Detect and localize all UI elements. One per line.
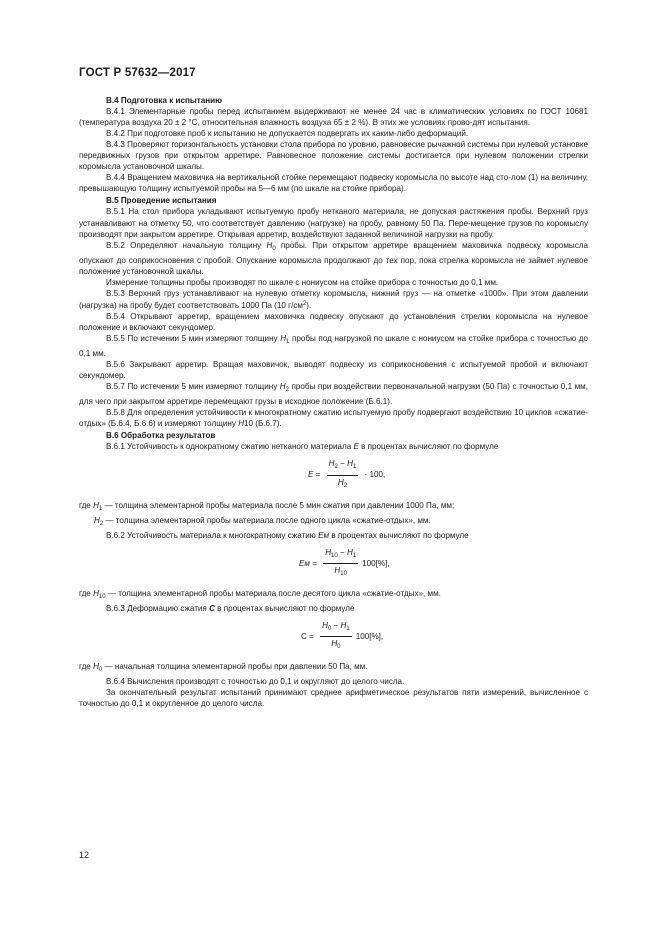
- f2-num-b: H: [346, 547, 353, 557]
- where2-text: — толщина элементарной пробы материала после одного цикла «сжатие-отдых», мм.: [103, 515, 431, 525]
- where1-sub: 1: [98, 505, 103, 512]
- f1-num-op: −: [337, 459, 348, 469]
- b58-var: H: [238, 419, 245, 429]
- formula-em-numerator: [323, 547, 358, 564]
- b55-text-a: В.5.5 По истечении 5 мин измеряют толщину: [106, 333, 281, 343]
- formula-c-denominator: [331, 637, 340, 653]
- paragraph-b57: [79, 381, 588, 407]
- f3-den: H: [331, 638, 338, 648]
- where4-text: — начальная толщина элементарной пробы при давлении 50 Па, мм.: [102, 661, 368, 671]
- f1-den: H: [337, 477, 344, 487]
- b63-var: С: [209, 603, 215, 613]
- formula-em-tail: 100[%],: [362, 558, 390, 568]
- formula-c-tail: 100[%],: [355, 631, 384, 641]
- formula-e-eq: =: [313, 470, 323, 480]
- b63-text-a: В.6.3 Деформацию сжатия: [106, 603, 210, 613]
- where1-var: H: [93, 500, 99, 510]
- f2-den-sub: 10: [340, 570, 347, 577]
- b58-text-b: 10 (Б.6.7).: [244, 419, 282, 429]
- paragraph-b63: [79, 603, 588, 614]
- paragraph-b52: [79, 240, 588, 277]
- b57-text-b: пробы при воздействии первоначальной нагрузки (50 Па) с точностью 0,1 мм, для чего при закрытом арретире перемещают грузы в исходное положение (Б.6.1).: [79, 382, 588, 407]
- formula-e-lhs: E: [308, 470, 314, 480]
- b58-text-a: В.5.8 Для определения устойчивости к многократному сжатию испытуемую пробу подвергают воздействию 10 циклов «сжатие-отдых» (Б.6.4, Б.6.6) и измеряют толщину: [79, 408, 588, 429]
- b55-sub: 1: [286, 338, 290, 345]
- where4-var: H: [93, 661, 99, 671]
- where-h2: [79, 515, 588, 530]
- where3-sub: 10: [98, 593, 106, 600]
- b57-sub: 2: [285, 387, 289, 394]
- paragraph-b41: В.4.1 Элементарные пробы перед испытанием выдерживают не менее 24 час в климатических условиях по ГОСТ 10681 (температура воздуха 20 ± 2 °С, относительная влажность воздуха 65 ± 2 %). В этих же условиях прово-дят испытания.: [79, 107, 588, 128]
- b57-text-a: В.5.7 По истечении 5 мин измеряют толщину: [106, 382, 280, 392]
- formula-e-numerator: [327, 458, 359, 475]
- formula-em-denominator: [334, 564, 347, 580]
- b52-var: H: [266, 240, 273, 250]
- paragraph-final: За окончательный результат испытаний принимают среднее арифметическое результатов пяти измерений, вычисленное с точностью до 0,1 и округленное до целого числа.: [79, 688, 588, 709]
- paragraph-b42: В.4.2 При подготовке проб к испытанию не допускается подвергать их каким-либо деформаций.: [106, 129, 469, 139]
- f2-num-a: H: [325, 547, 332, 557]
- paragraph-b44: В.4.4 Вращением маховичка на вертикальной стойке перемещают подвеску коромысла по высоте над сто-лом (1) на величину, превышающую толщину испытуемой пробы на 5—6 мм (по шкале на стойке прибора).: [79, 173, 588, 194]
- f3-num-a: H: [322, 620, 328, 630]
- paragraph-b55: [79, 333, 588, 359]
- paragraph-b56: В.5.6 Закрывают арретир. Вращая маховичок, выводят подвеску из соприкосновения с испытуемой пробой и включают секундомер.: [79, 360, 588, 381]
- f3-den-sub: 0: [337, 643, 341, 650]
- b61-var: E: [353, 442, 359, 452]
- b52-text-a: В.5.2 Определяют начальную толщину: [106, 240, 267, 250]
- f2-num-a-sub: 10: [331, 552, 338, 559]
- paragraph-b52-measure: Измерение толщины пробы производят по шкале с нониусом на стойке прибора с точностью до 0,1 мм.: [106, 277, 499, 287]
- section-b5-title: В.5 Проведение испытания: [106, 196, 217, 206]
- section-b6-title: В.6 Обработка результатов: [106, 431, 216, 441]
- page-number: 12: [79, 850, 90, 860]
- paragraph-b43: В.4.3 Проверяют горизонтальность установки стола прибора по уровню, равновесие рычажной системы при нулевой установке передвижных грузов при открытом арретире. Равновесное положение системы достигается при нулевом положении стрелки коромысла установочной шкалы.: [79, 140, 588, 172]
- b52-text-b: пробы. При открытом арретире вращением маховичка подвеску коромысла опускают до соприкосновения с пробой. Опускание коромысла продолжают до тех пор, пока стрелка коромысла не займет нулевое положение установочной шкалы.: [79, 240, 589, 276]
- b53-text-a: В.5.3 Верхний груз устанавливают на нулевую отметку коромысла, нижний груз — на отметке «1000». При этом давлении (нагрузка) на пробу будет соответствовать 1000 Па (10 г/см: [79, 288, 588, 310]
- where4-sub: 0: [98, 666, 103, 673]
- f1-den-sub: 2: [343, 482, 348, 489]
- formula-e-fraction: [327, 458, 359, 491]
- b63-text-b: в процентах вычисляют по формуле: [214, 603, 355, 613]
- formula-em: [299, 547, 588, 580]
- b55-var: H: [280, 333, 287, 343]
- formula-em-lhs: Ем: [299, 558, 310, 568]
- b53-sup: 2: [302, 300, 307, 307]
- where2-var: H: [94, 515, 100, 525]
- where4-prefix: где: [79, 661, 94, 671]
- formula-e: [308, 458, 588, 491]
- f1-num-a: H: [328, 459, 335, 469]
- formula-c-numerator: [320, 620, 352, 637]
- where3-text: — толщина элементарной пробы материала после десятого цикла «сжатие-отдых», мм.: [105, 588, 441, 598]
- f1-num-a-sub: 2: [334, 464, 338, 471]
- b62-var: Ем: [318, 530, 330, 540]
- paragraph-b61: [79, 441, 588, 452]
- b62-text-a: В.6.2 Устойчивость материала к многократному сжатию: [106, 530, 319, 540]
- b52-sub: 0: [272, 245, 276, 252]
- where-h10: [79, 588, 588, 603]
- where1-prefix: где: [79, 500, 94, 510]
- f3-num-b-sub: 1: [346, 625, 350, 632]
- f2-den: H: [334, 565, 341, 575]
- f3-num-op: −: [331, 620, 341, 630]
- f1-num-b-sub: 1: [352, 464, 357, 471]
- b55-text-b: пробы под нагрузкой по шкале с нониусом на стойке прибора с точностью до 0,1 мм.: [79, 333, 588, 359]
- f1-num-b: H: [347, 459, 353, 469]
- where3-prefix: где: [79, 588, 94, 598]
- paragraph-b62: [79, 530, 588, 541]
- formula-c-lhs: С: [301, 631, 307, 641]
- where2-sub: 2: [99, 520, 104, 527]
- where-h1: [79, 500, 588, 515]
- b61-text-b: в процентах вычисляют по формуле: [358, 442, 499, 452]
- b62-text-b: в процентах вычисляют по формуле: [329, 530, 469, 540]
- f2-num-op: −: [337, 547, 347, 557]
- paragraph-b53: [79, 288, 588, 311]
- b61-text-a: В.6.1 Устойчивость к однократному сжатию нетканого материала: [106, 442, 354, 452]
- document-body: [79, 94, 588, 709]
- formula-c-eq: =: [306, 631, 317, 641]
- formula-em-eq: =: [309, 558, 320, 568]
- where1-text: — толщина элементарной пробы материала после 5 мин сжатия при давлении 1000 Па, мм;: [102, 500, 455, 510]
- where3-var: H: [93, 588, 99, 598]
- formula-em-fraction: [323, 547, 358, 580]
- b57-var: H: [279, 382, 286, 392]
- standard-header: ГОСТ Р 57632—2017: [79, 67, 196, 79]
- f3-num-b: H: [340, 620, 347, 630]
- section-b4-title: В.4 Подготовка к испытанию: [106, 96, 223, 105]
- formula-c: [301, 620, 588, 653]
- b53-text-b: ).: [306, 300, 312, 310]
- f3-num-a-sub: 0: [327, 625, 332, 632]
- f2-num-b-sub: 1: [352, 552, 357, 559]
- paragraph-b64: В.6.4 Вычисления производят с точностью до 0,1 и округляют до целого числа.: [106, 677, 405, 687]
- paragraph-b58: [79, 407, 588, 429]
- formula-e-tail: · 100,: [362, 470, 386, 480]
- where-h0: [79, 661, 588, 676]
- paragraph-b54: В.5.4 Открывают арретир, вращением маховичка подвеску опускают до установления стрелки коромысла на нулевое положение и включают секундомер.: [79, 311, 588, 332]
- formula-c-fraction: [320, 620, 352, 653]
- paragraph-b51: В.5.1 На стол прибора укладывают испытуемую пробу нетканого материала, не допуская растяжения пробы. Верхний груз устанавливают на отметку 50, что соответствует давлению (нагрузке) на пробу, равному 50 Па. Пере-мещение грузов по коромыслу производят при закрытом арретире. Открывая арретир, воздействуют заданной величиной нагрузки на пробу.: [79, 207, 588, 239]
- formula-e-denominator: [338, 476, 347, 492]
